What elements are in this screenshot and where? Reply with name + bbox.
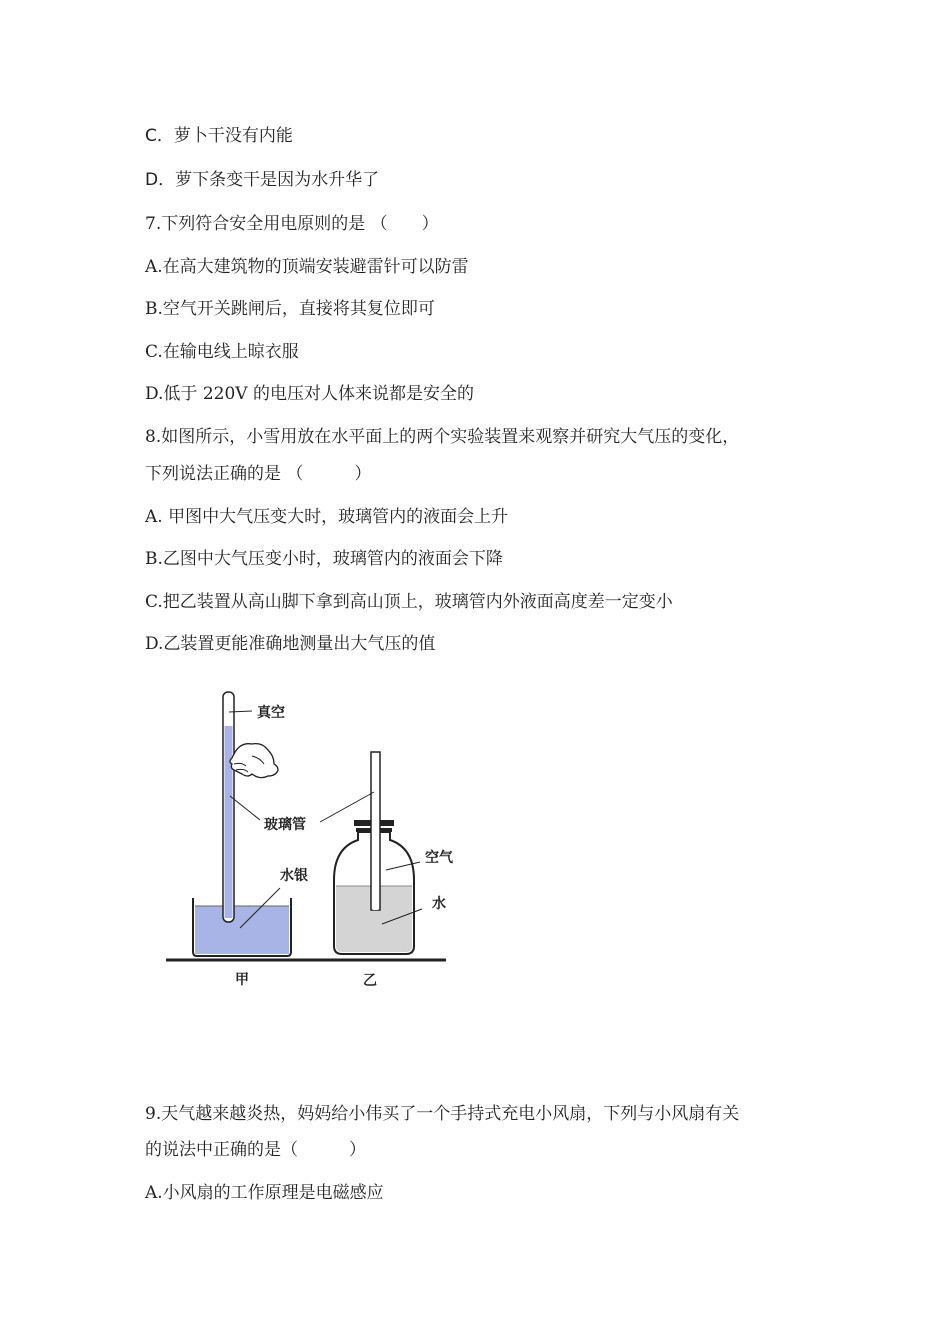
question-9-line1: 9.天气越来越炎热，妈妈给小伟买了一个手持式充电小风扇，下列与小风扇有关	[145, 1104, 740, 1124]
mercury-in-trough	[195, 906, 289, 954]
q8-option-b: B.乙图中大气压变小时，玻璃管内的液面会下降	[145, 549, 503, 569]
mercury-in-tube	[225, 726, 233, 918]
label-air: 空气	[425, 850, 453, 866]
q7-option-c: C.在输电线上晾衣服	[145, 342, 299, 362]
hand-icon	[230, 744, 278, 778]
q7-option-d: D.低于 220V 的电压对人体来说都是安全的	[145, 384, 474, 404]
pressure-experiment-figure	[160, 684, 460, 994]
q8-option-a: A. 甲图中大气压变大时，玻璃管内的液面会上升	[145, 507, 509, 527]
q9-option-a: A.小风扇的工作原理是电磁感应	[145, 1183, 384, 1203]
q8-option-c: C.把乙装置从高山脚下拿到高山顶上，玻璃管内外液面高度差一定变小	[145, 592, 673, 612]
label-mercury: 水银	[280, 868, 308, 884]
q8-option-d: D.乙装置更能准确地测量出大气压的值	[145, 634, 436, 654]
label-glass-tube: 玻璃管	[264, 817, 306, 833]
question-8-line1: 8.如图所示，小雪用放在水平面上的两个实验装置来观察并研究大气压的变化，	[145, 427, 740, 447]
question-8-line2: 下列说法正确的是 （ ）	[145, 464, 372, 484]
label-vacuum: 真空	[257, 705, 285, 721]
label-yi: 乙	[363, 973, 377, 989]
label-water: 水	[432, 896, 446, 912]
figure-svg	[160, 684, 460, 994]
question-9-line2: 的说法中正确的是（ ）	[145, 1140, 366, 1160]
label-jia: 甲	[235, 972, 249, 988]
q7-option-b: B.空气开关跳闸后，直接将其复位即可	[145, 299, 435, 319]
text-line-d-option: D．萝下条变干是因为水升华了	[145, 170, 380, 190]
question-7: 7.下列符合安全用电原则的是 （ ）	[145, 214, 439, 234]
q7-option-a: A.在高大建筑物的顶端安装避雷针可以防雷	[145, 257, 469, 277]
text-line-c-option: C．萝卜干没有内能	[145, 126, 293, 146]
